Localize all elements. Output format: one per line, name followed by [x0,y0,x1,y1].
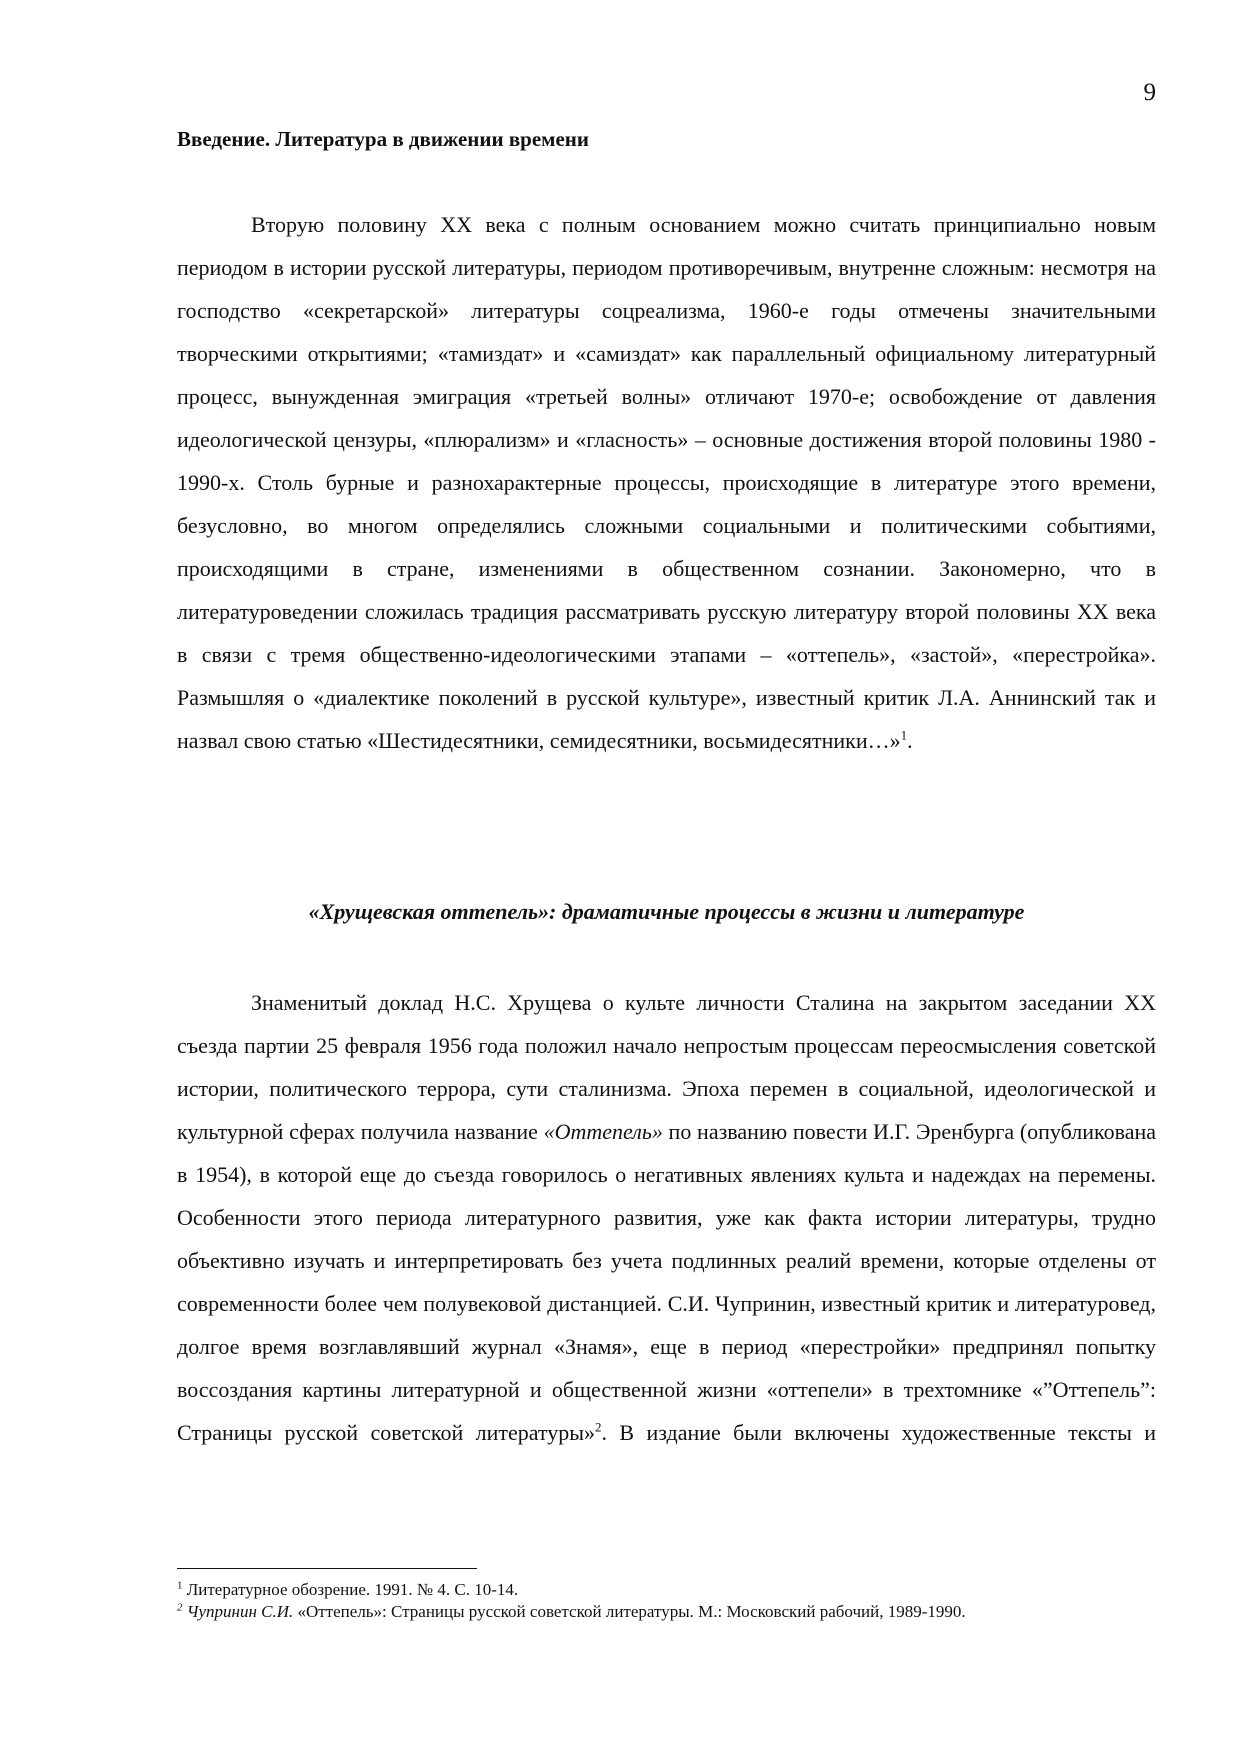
chapter-heading: Введение. Литература в движении времени [177,127,589,151]
thaw-term: «Оттепель» [543,1119,663,1144]
footnote-1 [177,1579,1167,1601]
footnotes [177,1579,1167,1623]
intro-paragraph-text: Вторую половину XX века с полным основанием можно считать принципиально новым периодом в истории русской литературы, периодом противоречивым, внутренне сложным: несмотря на господство «секретарской» литературы соцреализма, 1960-е годы отмечены значительными творческими открытиями; «тамиздат» и «самиздат» как параллельный официальному литературный процесс, вынужденная эмиграция «третьей волны» отличают 1970-е; освобождение от давления идеологической цензуры, «плюрализм» и «гласность» – основные достижения второй половины 1980 - 1990-х. Столь бурные и разнохарактерные процессы, происходящие в литературе этого времени, безусловно, во многом определялись сложными социальными и политическими событиями, происходящими в стране, изменениями в общественном сознании. Закономерно, что в литературоведении сложилась традиция рассматривать русскую литературу второй половины XX века в связи с тремя общественно-идеологическими этапами – «оттепель», «застой», «перестройка». Размышляя о «диалектике поколений в русской культуре», известный критик Л.А. Аннинский так и назвал свою статью «Шестидесятники, семидесятники, восьмидесятники…» [177,212,1156,753]
footnote-ref-1[interactable]: 1 [900,727,908,743]
intro-paragraph [177,203,1156,762]
thaw-paragraph-text-3: . В издание были включены художественные тексты и [601,1420,1156,1445]
footnote-2-number: 2 [177,1601,183,1614]
thaw-paragraph-text-2: по названию повести И.Г. Эренбурга (опубликована в 1954), в которой еще до съезда говорилось о негативных явлениях культа и надеждах на перемены. Особенности этого периода литературного развития, уже как факта истории литературы, трудно объективно изучать и интерпретировать без учета подлинных реалий времени, которые отделены от современности более чем полувековой дистанцией. С.И. Чупринин, известный критик и литературовед, долгое время возглавлявший журнал «Знамя», еще в период «перестройки» предпринял попытку воссоздания картины литературной и общественной жизни «оттепели» в трехтомнике «”Оттепель”: Страницы русской советской литературы» [177,1119,1156,1445]
footnote-1-number: 1 [177,1579,183,1592]
section-heading: «Хрущевская оттепель»: драматичные процессы в жизни и литературе [308,899,1025,924]
footnote-ref-2[interactable]: 2 [595,1419,602,1435]
page-number: 9 [1143,79,1156,106]
footnote-2-text: «Оттепель»: Страницы русской советской литературы. М.: Московский рабочий, 1989-1990. [293,1602,966,1621]
footnote-1-text: Литературное обозрение. 1991. № 4. С. 10-14. [186,1580,519,1599]
thaw-paragraph-text-1: Знаменитый доклад Н.С. Хрущева о культе личности Сталина на закрытом заседании XX съезда партии 25 февраля 1956 года положил начало непростым процессам переосмысления советской истории, политического террора, сути сталинизма. Эпоха перемен в социальной, идеологической и культурной сферах получила название [177,990,1156,1144]
footnote-2 [177,1601,1167,1623]
thaw-paragraph [177,981,1156,1454]
intro-paragraph-tail: . [907,728,913,753]
footnote-2-author: Чупринин С.И. [186,1602,294,1621]
footnote-separator [177,1568,477,1569]
